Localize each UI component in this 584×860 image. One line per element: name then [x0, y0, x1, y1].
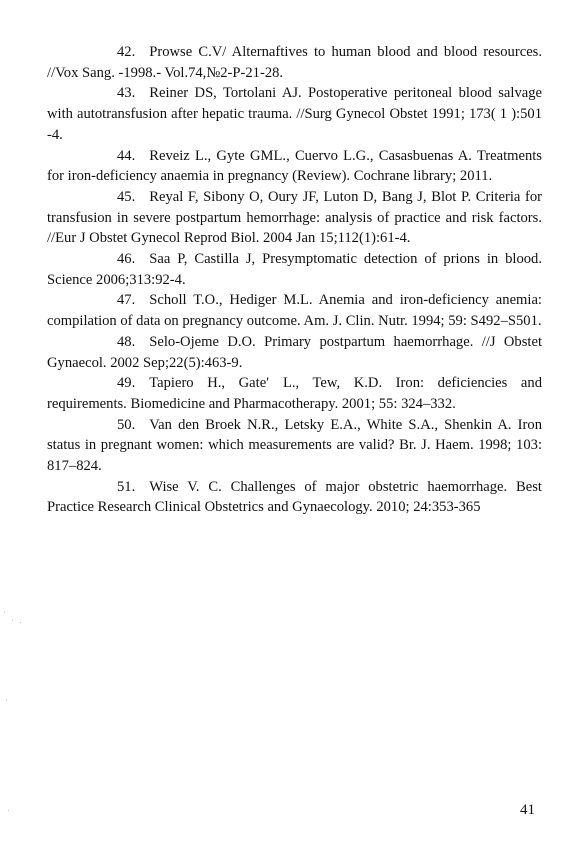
reference-item: [47, 290, 542, 331]
reference-number: 43.: [117, 85, 136, 102]
scan-artifact: [8, 810, 9, 811]
reference-number: 47.: [117, 292, 136, 309]
reference-item: [47, 373, 542, 414]
reference-text: Reyal F, Sibony O, Oury JF, Luton D, Bang J, Blot P. Criteria for transfusion in severe postpartum hemorrhage: analysis of practice and risk factors. //Eur J Obstet Gynecol Reprod Biol. 2004 Jan 15;112(1):61-4.: [47, 188, 542, 247]
reference-number: 50.: [117, 416, 136, 433]
reference-number: 48.: [117, 333, 136, 350]
reference-number: 45.: [117, 188, 136, 205]
reference-text: Reveiz L., Gyte GML., Cuervo L.G., Casasbuenas A. Treatments for iron-deficiency anaemia in pregnancy (Review). Cochrane library; 2011.: [47, 147, 542, 185]
reference-text: Reiner DS, Tortolani AJ. Postoperative peritoneal blood salvage with autotransfusion after hepatic trauma. //Surg Gynecol Obstet 1991; 173( 1 ):501 -4.: [47, 85, 542, 143]
reference-item: [47, 42, 542, 83]
reference-item: [47, 477, 542, 518]
reference-item: [47, 146, 542, 187]
scan-artifact: [4, 612, 5, 613]
reference-number: 46.: [117, 251, 136, 268]
reference-text: Selo-Ojeme D.O. Primary postpartum haemorrhage. //J Obstet Gynaecol. 2002 Sep;22(5):463-9.: [47, 333, 542, 371]
scan-artifact: [6, 700, 7, 701]
scan-artifact: [20, 622, 21, 623]
reference-text: Van den Broek N.R., Letsky E.A., White S.A., Shenkin A. Iron status in pregnant women: which measurements are valid? Br. J. Haem. 1998; 103: 817–824.: [47, 416, 542, 475]
reference-item: [47, 249, 542, 290]
scan-artifact: [12, 620, 13, 621]
reference-item: [47, 83, 542, 145]
reference-text: Saa P, Castilla J, Presymptomatic detection of prions in blood. Science 2006;313:92-4.: [47, 251, 542, 288]
reference-number: 42.: [117, 44, 136, 60]
reference-item: [47, 415, 542, 477]
reference-text: Prowse C.V/ Alternaftives to human blood and blood resources. //Vox Sang. -1998.- Vol.74,№2-P-21-28.: [47, 44, 542, 81]
reference-text: Tapiero H., Gate′ L., Tew, K.D. Iron: deficiencies and requirements. Biomedicine and Pharmacotherapy. 2001; 55: 324–332.: [47, 375, 542, 412]
reference-number: 51.: [117, 478, 136, 495]
reference-text: Scholl T.O., Hediger M.L. Anemia and iron-deficiency anemia: compilation of data on pregnancy outcome. Am. J. Clin. Nutr. 1994; 59: S492–S501.: [47, 292, 542, 330]
reference-item: [47, 187, 542, 249]
page-number: 41: [520, 802, 535, 818]
reference-number: 44.: [117, 147, 136, 164]
reference-number: 49.: [117, 375, 136, 392]
reference-item: [47, 332, 542, 373]
reference-list: [47, 42, 542, 518]
reference-text: Wise V. C. Challenges of major obstetric haemorrhage. Best Practice Research Clinical Obstetrics and Gynaecology. 2010; 24:353-365: [47, 478, 542, 516]
